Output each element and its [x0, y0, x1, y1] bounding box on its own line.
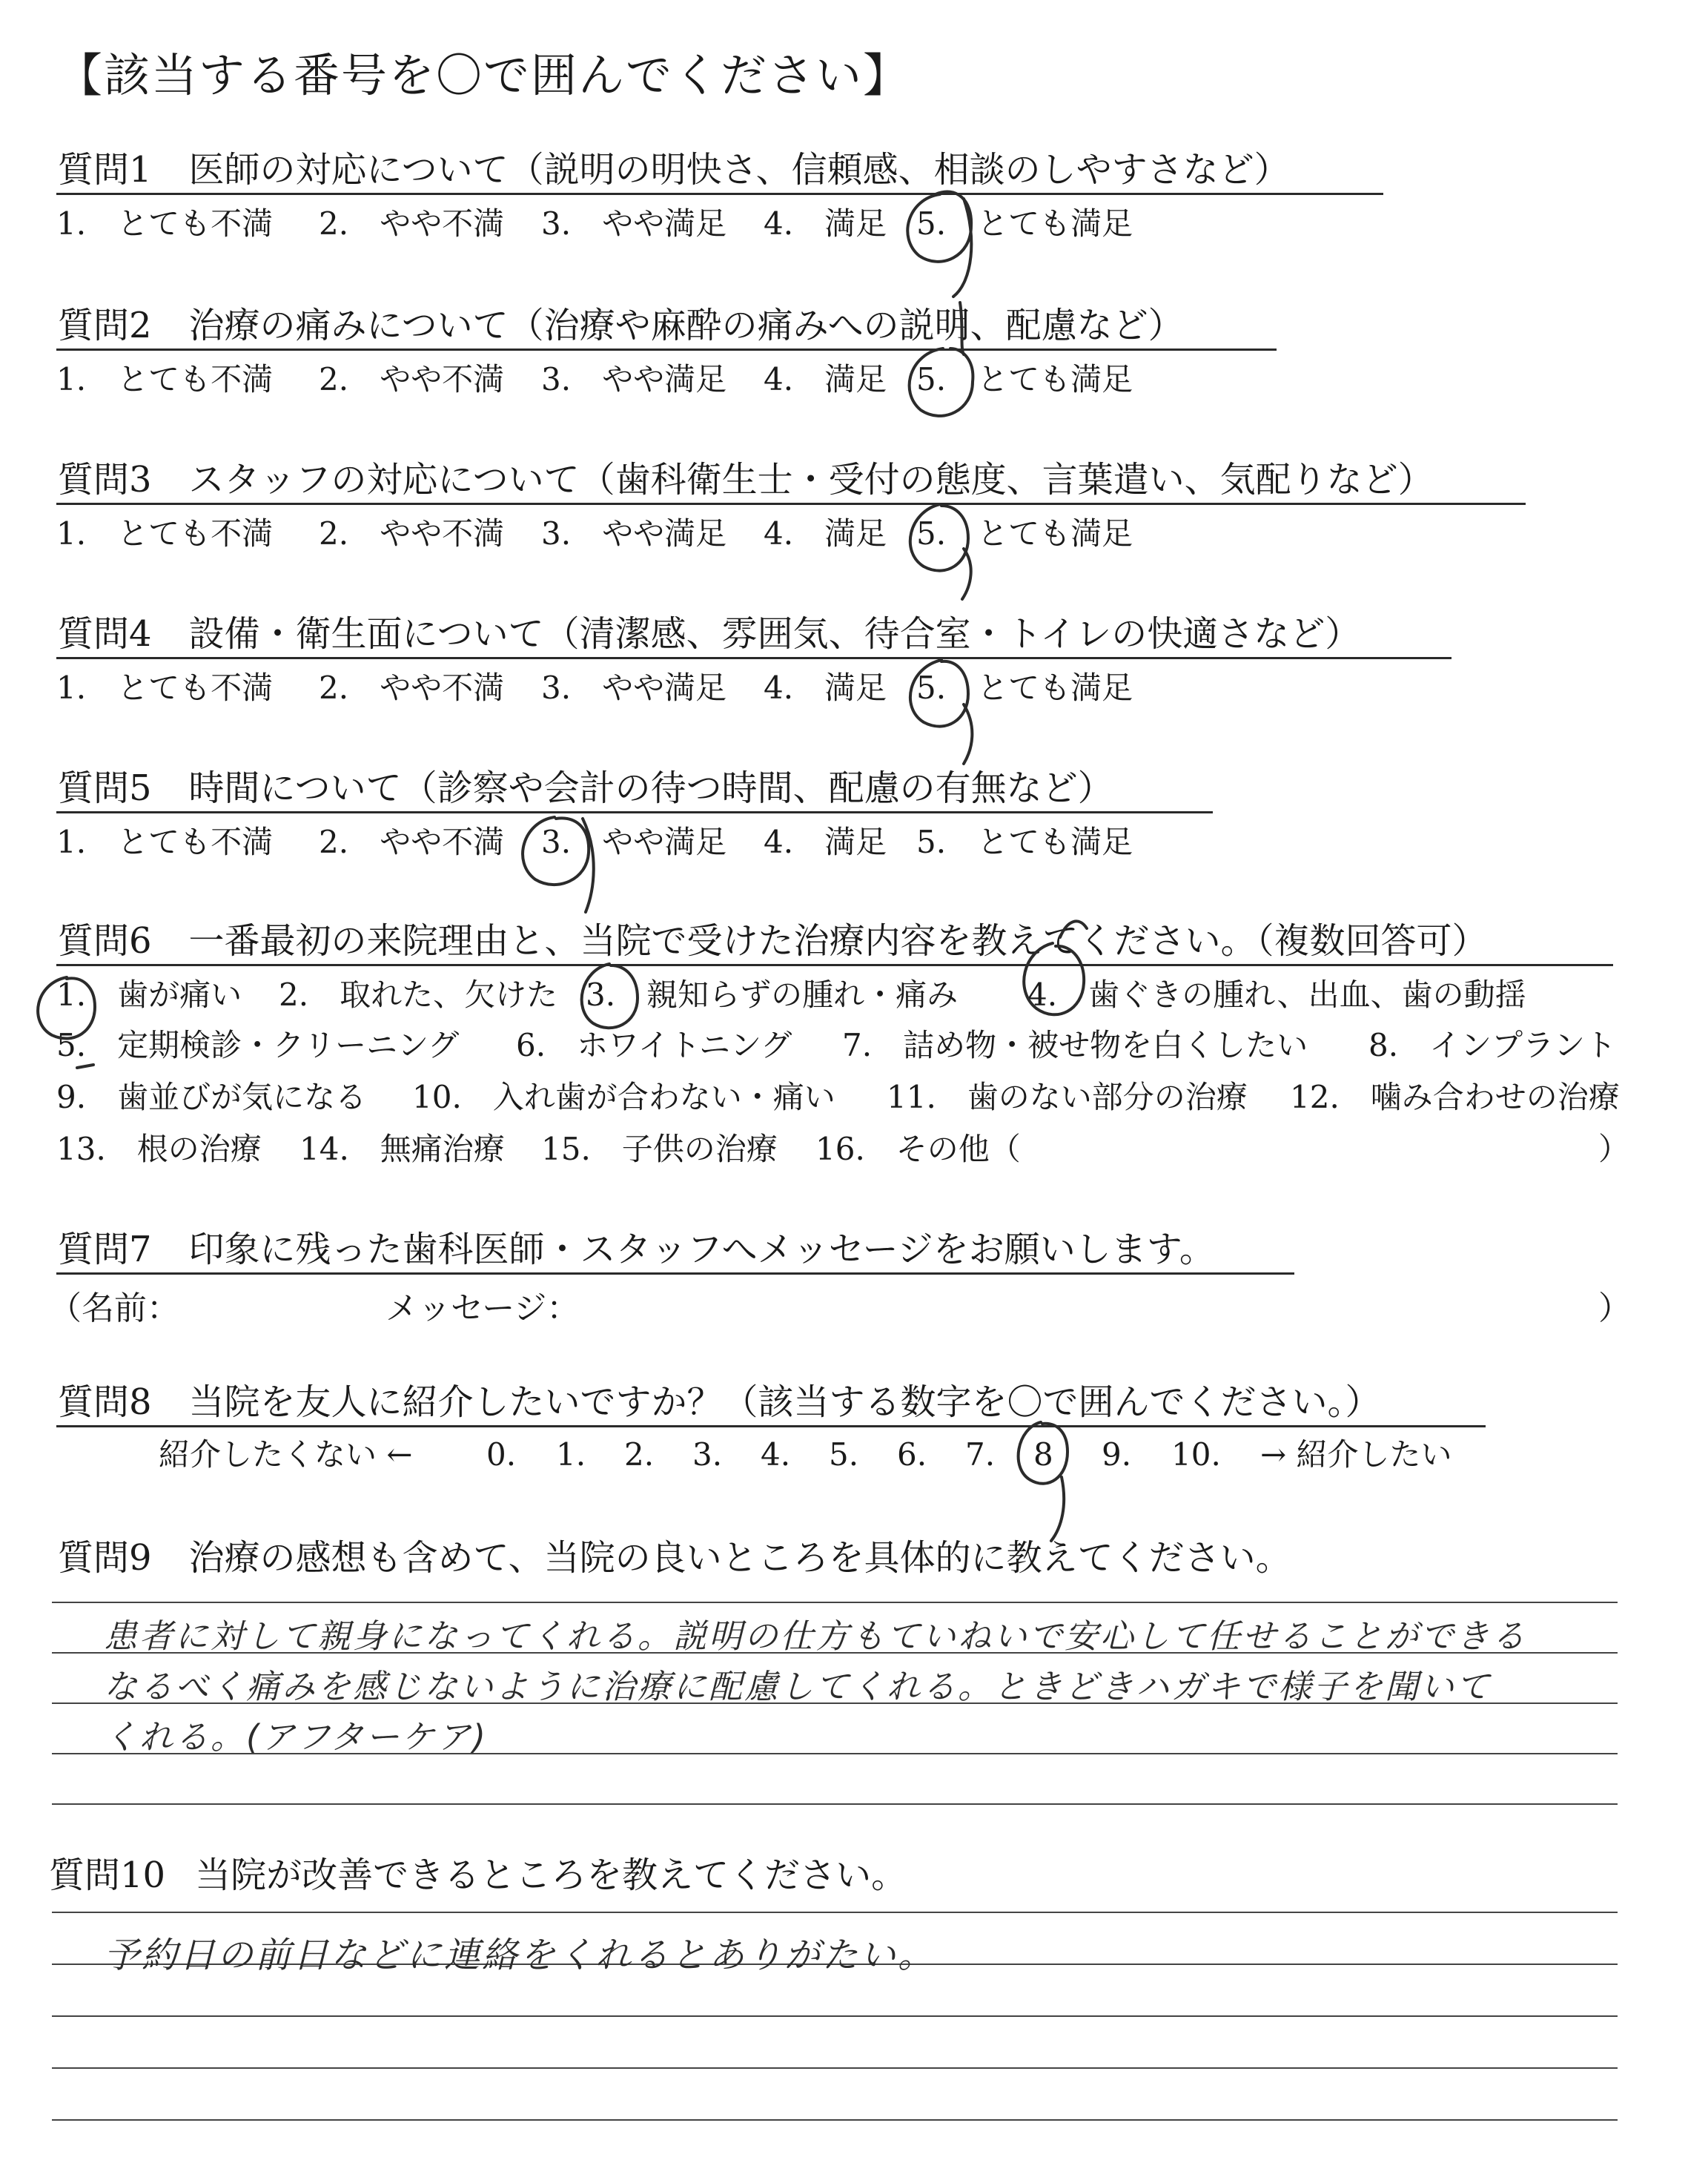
q7-name-label: （名前： — [49, 1289, 179, 1327]
question-8-text: 当院を友人に紹介したいですか？（該当する数字を〇で囲んでください。） — [188, 1381, 1381, 1423]
q9-handwritten-2: なるべく痛みを感じないように治療に配慮してくれる。ときどきハガキで様子を聞いて — [104, 1667, 1492, 1706]
question-2-heading — [58, 304, 1184, 347]
q8-left-label: 紹介したくない ← — [159, 1436, 413, 1473]
question-3-underline — [56, 503, 1526, 505]
question-1-text: 医師の対応について（説明の明快さ、信頼感、相談のしやすさなど） — [188, 149, 1290, 191]
q6-option-11[interactable]: 11. 歯のない部分の治療 — [887, 1079, 1248, 1115]
q6-option-6[interactable]: 6. ホワイトニング — [516, 1027, 792, 1063]
q8-option-5[interactable]: 5. — [829, 1436, 859, 1473]
question-9-heading — [58, 1536, 1291, 1579]
q10-answer-line-5 — [52, 2119, 1618, 2121]
question-7-label: 質問7 — [58, 1229, 152, 1270]
q3-option-2[interactable]: 2. やや不満 — [319, 515, 505, 552]
q6-option-16[interactable]: 16. その他（ — [815, 1131, 1021, 1167]
q10-answer-line-3 — [52, 2015, 1618, 2017]
question-6-underline — [56, 964, 1613, 966]
q6-option-1[interactable]: 1. 歯が痛い — [56, 977, 242, 1013]
question-9-text: 治療の感想も含めて、当院の良いところを具体的に教えてください。 — [188, 1537, 1291, 1579]
q8-option-1[interactable]: 1. — [556, 1436, 586, 1473]
question-7-underline — [56, 1272, 1294, 1275]
q10-handwritten-1: 予約日の前日などに連絡をくれるとありがたい。 — [104, 1935, 936, 1976]
q2-option-4[interactable]: 4. 満足 — [764, 361, 887, 397]
q6-option-13[interactable]: 13. 根の治療 — [56, 1131, 262, 1167]
q8-option-0[interactable]: 0. — [486, 1436, 517, 1473]
q9-answer-line-5 — [52, 1803, 1618, 1805]
q4-option-4[interactable]: 4. 満足 — [764, 670, 887, 706]
question-6-heading — [58, 919, 1488, 962]
question-1-underline — [56, 193, 1383, 195]
q1-option-2[interactable]: 2. やや不満 — [319, 205, 505, 242]
question-4-underline — [56, 657, 1452, 659]
q5-option-5[interactable]: 5. とても満足 — [916, 824, 1133, 860]
q6-option-4[interactable]: 4. 歯ぐきの腫れ、出血、歯の動揺 — [1027, 977, 1526, 1013]
q6-other-close: ） — [1598, 1131, 1630, 1167]
question-2-underline — [56, 349, 1277, 351]
q8-right-label: → 紹介したい — [1260, 1436, 1452, 1473]
q5-option-2[interactable]: 2. やや不満 — [319, 824, 505, 860]
q5-option-4[interactable]: 4. 満足 — [764, 824, 887, 860]
q3-option-1[interactable]: 1. とても不満 — [56, 515, 274, 552]
q6-option-3[interactable]: 3. 親知らずの腫れ・痛み — [586, 977, 959, 1013]
question-1-heading — [58, 148, 1290, 191]
q2-option-3[interactable]: 3. やや満足 — [541, 361, 727, 397]
q10-answer-line-1 — [52, 1912, 1618, 1913]
question-2-label: 質問2 — [58, 305, 152, 346]
q6-option-12[interactable]: 12. 噛み合わせの治療 — [1290, 1079, 1620, 1115]
q7-message-label: メッセージ： — [385, 1289, 580, 1327]
question-10-heading — [49, 1854, 907, 1897]
q2-option-2[interactable]: 2. やや不満 — [319, 361, 505, 397]
q9-answer-line-1 — [52, 1602, 1618, 1603]
question-1-label: 質問1 — [58, 149, 152, 191]
q8-option-3[interactable]: 3. — [692, 1436, 723, 1473]
stray-mark-q6 — [77, 1065, 93, 1068]
question-9-label: 質問9 — [58, 1537, 152, 1579]
question-5-text: 時間について（診察や会計の待つ時間、配慮の有無など） — [188, 767, 1113, 809]
q1-option-5[interactable]: 5. とても満足 — [916, 205, 1133, 242]
question-8-label: 質問8 — [58, 1381, 152, 1423]
question-3-label: 質問3 — [58, 459, 152, 501]
question-4-text: 設備・衛生面について（清潔感、雰囲気、待合室・トイレの快適さなど） — [188, 613, 1361, 655]
q8-option-7[interactable]: 7. — [965, 1436, 996, 1473]
q5-option-1[interactable]: 1. とても不満 — [56, 824, 274, 860]
q2-option-5[interactable]: 5. とても満足 — [916, 361, 1133, 397]
page-title: 【該当する番号を〇で囲んでください】 — [56, 48, 911, 102]
question-2-text: 治療の痛みについて（治療や麻酔の痛みへの説明、配慮など） — [188, 305, 1184, 346]
question-5-label: 質問5 — [58, 767, 152, 809]
question-3-text: スタッフの対応について（歯科衛生士・受付の態度、言葉遣い、気配りなど） — [188, 459, 1434, 501]
q10-answer-line-4 — [52, 2067, 1618, 2069]
q3-option-3[interactable]: 3. やや満足 — [541, 515, 727, 552]
q6-option-9[interactable]: 9. 歯並びが気になる — [56, 1079, 367, 1115]
q8-option-9[interactable]: 9. — [1102, 1436, 1132, 1473]
q9-handwritten-1: 患者に対して親身になってくれる。説明の仕方もていねいで安心して任せることができる — [104, 1616, 1528, 1656]
q1-option-4[interactable]: 4. 満足 — [764, 205, 887, 242]
q2-option-1[interactable]: 1. とても不満 — [56, 361, 274, 397]
q4-option-2[interactable]: 2. やや不満 — [319, 670, 505, 706]
question-5-heading — [58, 767, 1113, 810]
q7-close: ） — [1598, 1289, 1631, 1327]
q9-handwritten-3: くれる。(アフターケア) — [104, 1717, 488, 1757]
q6-option-5[interactable]: 5. 定期検診・クリーニング — [56, 1027, 460, 1063]
q8-option-10[interactable]: 10. — [1171, 1436, 1221, 1473]
q1-option-3[interactable]: 3. やや満足 — [541, 205, 727, 242]
q6-option-14[interactable]: 14. 無痛治療 — [299, 1131, 505, 1167]
q8-option-4[interactable]: 4. — [761, 1436, 791, 1473]
question-4-heading — [58, 612, 1360, 655]
q8-option-8[interactable]: 8 — [1033, 1436, 1053, 1473]
q6-option-2[interactable]: 2. 取れた、欠けた — [279, 977, 558, 1013]
q1-option-1[interactable]: 1. とても不満 — [56, 205, 274, 242]
question-7-heading — [58, 1228, 1215, 1271]
q3-option-5[interactable]: 5. とても満足 — [916, 515, 1133, 552]
question-10-label: 質問10 — [49, 1855, 166, 1896]
q3-option-4[interactable]: 4. 満足 — [764, 515, 887, 552]
question-5-underline — [56, 811, 1213, 813]
q6-option-10[interactable]: 10. 入れ歯が合わない・痛い — [412, 1079, 835, 1115]
question-4-label: 質問4 — [58, 613, 152, 655]
question-6-label: 質問6 — [58, 920, 152, 962]
q4-option-5[interactable]: 5. とても満足 — [916, 670, 1133, 706]
question-10-text: 当院が改善できるところを教えてください。 — [195, 1855, 907, 1896]
q5-option-3[interactable]: 3. やや満足 — [541, 824, 727, 860]
question-8-underline — [56, 1425, 1486, 1427]
q6-option-7[interactable]: 7. 詰め物・被せ物を白くしたい — [842, 1027, 1308, 1063]
question-7-text: 印象に残った歯科医師・スタッフへメッセージをお願いします。 — [188, 1229, 1215, 1270]
question-8-heading — [58, 1381, 1381, 1424]
q4-option-3[interactable]: 3. やや満足 — [541, 670, 727, 706]
q8-option-2[interactable]: 2. — [624, 1436, 655, 1473]
question-6-text: 一番最初の来院理由と、当院で受けた治療内容を教えてください。（複数回答可） — [188, 920, 1488, 962]
q6-option-8[interactable]: 8. インプラント — [1368, 1027, 1617, 1063]
q4-option-1[interactable]: 1. とても不満 — [56, 670, 274, 706]
q6-option-15[interactable]: 15. 子供の治療 — [541, 1131, 778, 1167]
question-3-heading — [58, 458, 1434, 501]
q8-option-6[interactable]: 6. — [897, 1436, 927, 1473]
